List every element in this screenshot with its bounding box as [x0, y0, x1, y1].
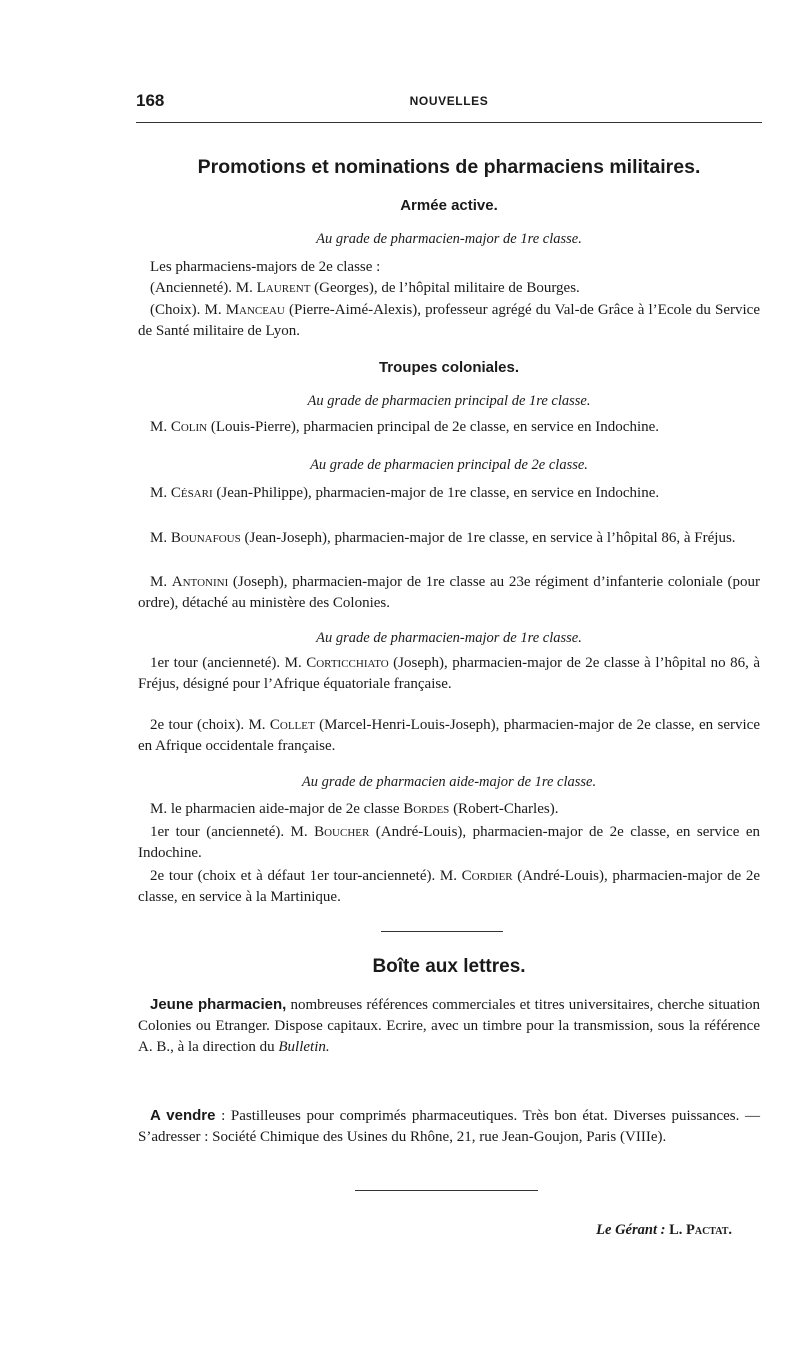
paragraph: M. Bounafous (Jean-Joseph), pharmacien-major de 1re classe, en service à l’hôpital 86, à Fréjus. [150, 530, 736, 546]
subheading-major-1re: Au grade de pharmacien-major de 1re classe. [316, 630, 582, 646]
subheading-principal-1re: Au grade de pharmacien principal de 1re classe. [307, 393, 591, 409]
gerant-signature: Le Gérant : L. Pactat. [596, 1222, 732, 1238]
footer-separator [355, 1190, 538, 1191]
person-name: Corticchiato [306, 655, 389, 671]
article-title: Promotions et nominations de pharmaciens militaires. [197, 156, 701, 178]
ad-lead: Jeune pharmacien, [150, 996, 287, 1013]
person-name: Bordes [403, 801, 450, 817]
person-name: Bounafous [170, 530, 241, 546]
person-name: Collet [269, 717, 315, 733]
header-rule [136, 122, 762, 123]
person-name: Cordier [461, 868, 513, 884]
paragraph: M. le pharmacien aide-major de 2e classe Bordes (Robert-Charles). [150, 801, 559, 817]
person-name: Colin [170, 419, 208, 435]
running-header [138, 91, 760, 111]
paragraph: Les pharmaciens-majors de 2e classe : [150, 259, 381, 275]
paragraph: (Choix). M. Manceau (Pierre-Aimé-Alexis), professeur agrégé du Val-de Grâce à l’Ecole du Service de Santé militaire de Lyon. [138, 302, 760, 339]
subheading-pharmacien-major-1re: Au grade de pharmacien-major de 1re classe. [316, 231, 582, 247]
paragraph: M. Colin (Louis-Pierre), pharmacien principal de 2e classe, en service en Indochine. [150, 419, 660, 435]
paragraph: 1er tour (ancienneté). M. Corticchiato (Joseph), pharmacien-major de 2e classe à l’hôpital no 86, à Fréjus, désigné pour l’Afrique équatoriale française. [138, 655, 760, 692]
paragraph: M. Antonini (Joseph), pharmacien-major de 1re classe au 23e régiment d’infanterie coloniale (pour ordre), détaché au ministère des Colonies. [138, 574, 760, 611]
paragraph: 2e tour (choix et à défaut 1er tour-ancienneté). M. Cordier (André-Louis), pharmacien-major de 2e classe, en service à la Martinique. [138, 868, 760, 905]
person-name: Boucher [314, 824, 370, 840]
person-name: Antonini [171, 574, 229, 590]
heading-armee-active: Armée active. [400, 197, 498, 214]
paragraph: 1er tour (ancienneté). M. Boucher (André-Louis), pharmacien-major de 2e classe, en service en Indochine. [138, 824, 760, 861]
page-number: 168 [136, 91, 165, 110]
boite-aux-lettres-title: Boîte aux lettres. [372, 956, 526, 977]
person-name: Césari [170, 485, 213, 501]
person-name: Manceau [225, 302, 285, 318]
classified-ad: Jeune pharmacien, nombreuses références commerciales et titres universitaires, cherche situation Colonies ou Etranger. Dispose capitaux. Ecrire, avec un timbre pour la transmission, sous la référence A. B., à la direction du Bulletin. [138, 996, 760, 1055]
subheading-principal-2e: Au grade de pharmacien principal de 2e classe. [310, 457, 588, 473]
paragraph: (Ancienneté). M. Laurent (Georges), de l’hôpital militaire de Bourges. [150, 280, 580, 296]
running-title: NOUVELLES [409, 94, 489, 108]
ad-lead: A vendre [150, 1107, 216, 1124]
section-separator [381, 931, 503, 932]
classified-ad: A vendre : Pastilleuses pour comprimés pharmaceutiques. Très bon état. Diverses puissances. — S’adresser : Société Chimique des Usines du Rhône, 21, rue Jean-Goujon, Paris (VIIIe). [138, 1107, 761, 1145]
person-name: Laurent [256, 280, 311, 296]
heading-troupes-coloniales: Troupes coloniales. [378, 359, 520, 376]
subheading-aide-major-1re: Au grade de pharmacien aide-major de 1re classe. [301, 774, 597, 790]
paragraph: 2e tour (choix). M. Collet (Marcel-Henri-Louis-Joseph), pharmacien-major de 2e classe, en service en Afrique occidentale française. [138, 717, 760, 754]
paragraph: M. Césari (Jean-Philippe), pharmacien-major de 1re classe, en service en Indochine. [150, 485, 660, 501]
